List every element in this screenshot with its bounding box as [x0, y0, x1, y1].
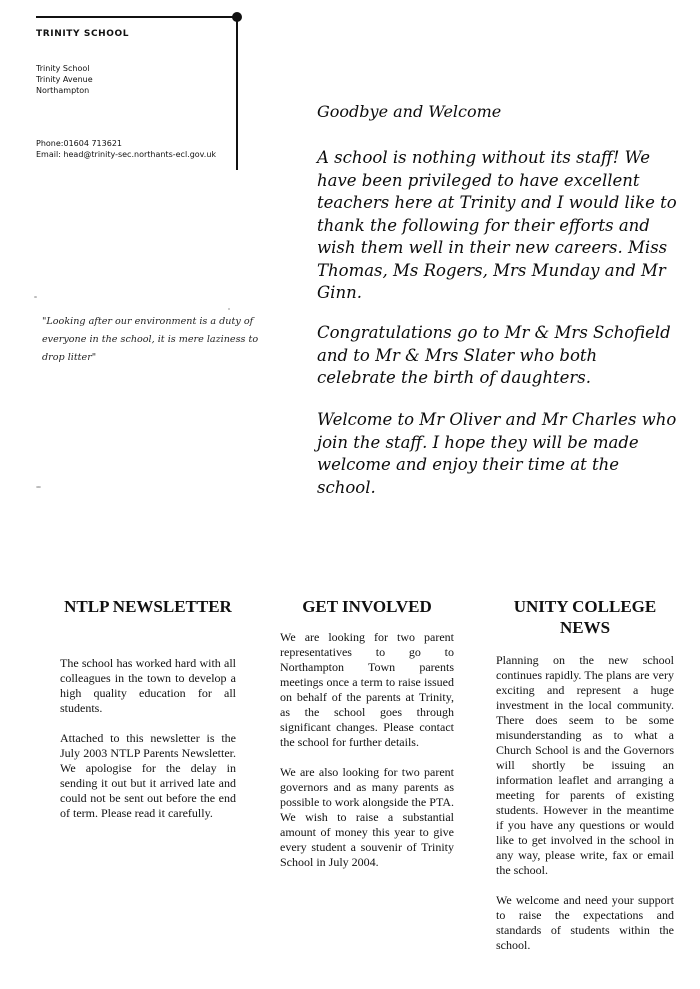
letter-paragraph: Congratulations go to Mr & Mrs Schofield and to Mr & Mrs Slater who both celebrate the birth of daughters.: [317, 323, 671, 387]
column-paragraph: We are also looking for two parent governors and as many parents as possible to work alongside the PTA. We wish to raise a substantial amount of money this year to give every student a souvenir of Trinity School in July 2004.: [280, 765, 454, 869]
column-body-ntlp: [60, 656, 236, 836]
header-rule-vertical: [236, 16, 238, 170]
column-heading-get-involved: GET INVOLVED: [302, 597, 432, 616]
school-address: [36, 63, 93, 96]
scan-speck: [34, 296, 37, 298]
column-paragraph: We are looking for two parent representatives to go to Northampton Town parents meetings once a term to raise issued on behalf of the parents at Trinity, as the school goes through significant changes. Please contact the school for further details.: [280, 630, 454, 749]
column-paragraph: The school has worked hard with all colleagues in the town to develop a high quality education for all students.: [60, 656, 236, 715]
environment-quote: "Looking after our environment is a duty of everyone in the school, it is mere laziness to drop litter": [42, 316, 259, 363]
address-line: Trinity School: [36, 64, 90, 73]
letter-paragraph: Welcome to Mr Oliver and Mr Charles who join the staff. I hope they will be made welcome and enjoy their time at the school.: [317, 410, 677, 497]
school-name: TRINITY SCHOOL: [36, 29, 130, 39]
letter-paragraph: A school is nothing without its staff! We have been privileged to have excellent teachers here at Trinity and I would like to thank the following for their efforts and wish them well in their new careers. Miss Thomas, Ms Rogers, Mrs Munday and Mr Ginn.: [317, 148, 677, 302]
column-paragraph: Planning on the new school continues rapidly. The plans are very exciting and represent a huge investment in the local community. There does seem to be some misunderstanding as to what a Church School is and the Governors will shortly be issuing an information leaflet and arranging a meeting for parents of existing students. However in the meantime if you have any questions or would like to get involved in the school in any way, please write, fax or email the school.: [496, 653, 674, 877]
phone-number: Phone:01604 713621: [36, 139, 123, 148]
header-rule-dot: [232, 12, 242, 22]
letter-title: Goodbye and Welcome: [317, 102, 502, 121]
column-body-get-involved: [280, 630, 454, 885]
column-body-unity-college: [496, 653, 674, 968]
email-address: Email: head@trinity-sec.northants-ecl.gov.uk: [36, 150, 217, 159]
scan-speck: [36, 486, 41, 488]
column-paragraph: We welcome and need your support to raise the expectations and standards of students within the school.: [496, 893, 674, 952]
column-paragraph: Attached to this newsletter is the July 2003 NTLP Parents Newsletter. We apologise for the delay in sending it out but it arrived late and could not be sent out before the end of term. Please read it carefully.: [60, 731, 236, 820]
column-heading-ntlp: NTLP NEWSLETTER: [64, 597, 232, 616]
header-rule-horizontal: [36, 16, 236, 18]
address-line: Northampton: [36, 86, 90, 95]
address-line: Trinity Avenue: [36, 75, 93, 84]
scan-speck: [228, 308, 230, 310]
column-heading-unity-college: UNITY COLLEGE NEWS: [513, 597, 657, 637]
contact-details: [36, 138, 216, 160]
